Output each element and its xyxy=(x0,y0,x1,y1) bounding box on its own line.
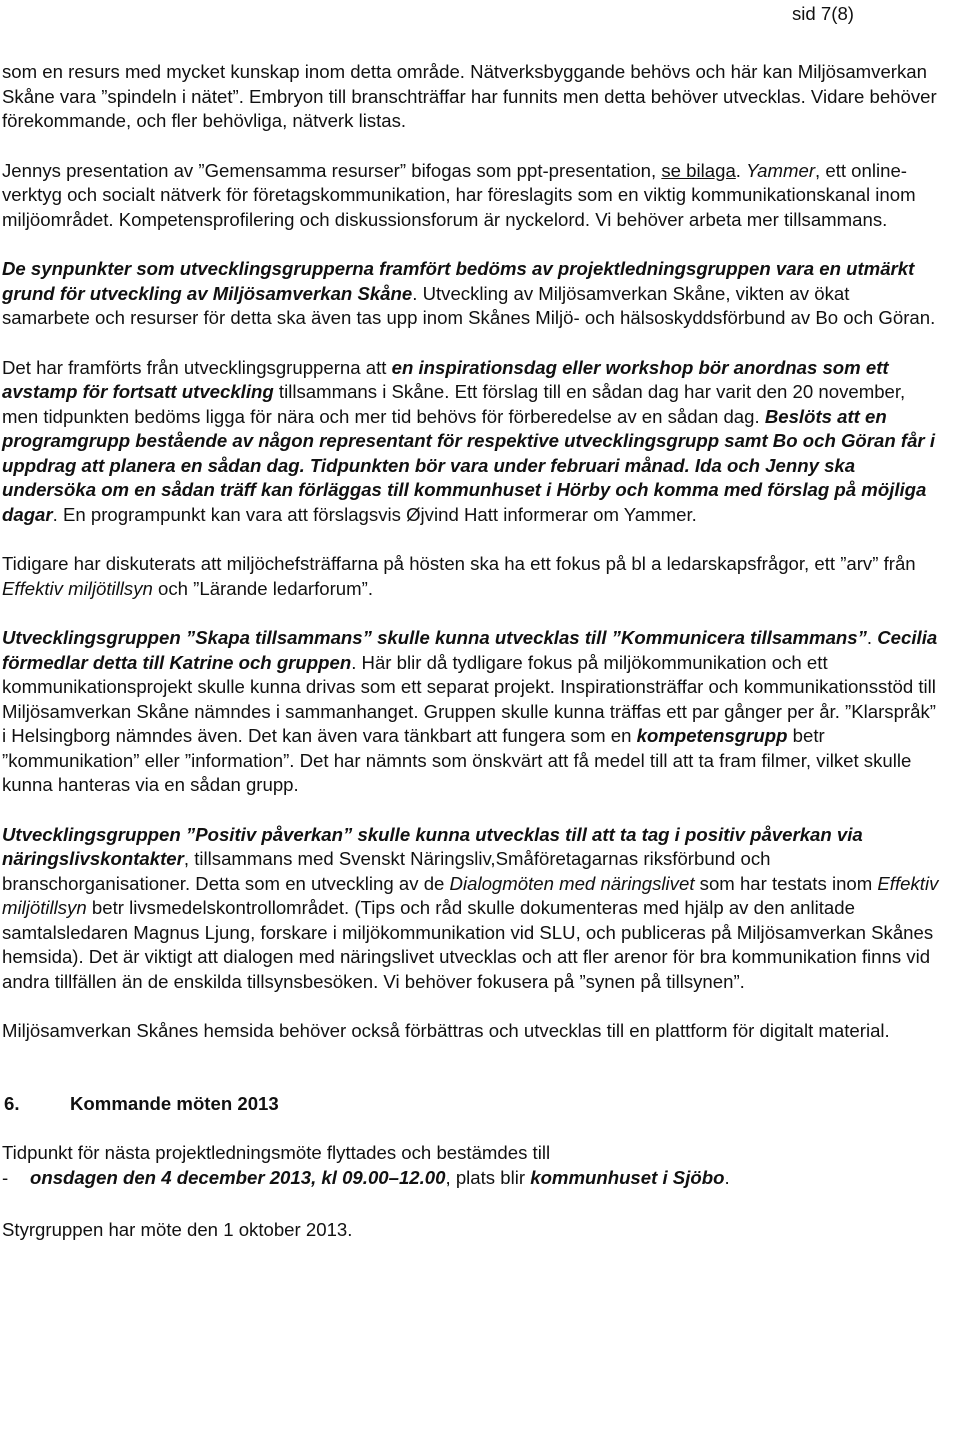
paragraph-yammer xyxy=(2,159,942,233)
yammer-term: Yammer xyxy=(746,159,816,181)
text-span: . xyxy=(735,159,741,181)
emphasis-action: Cecilia förmedlar detta till Katrine och gruppen xyxy=(2,627,938,673)
text-span: . Här blir då tydligare fokus på miljökommunikation och ett kommunikationsprojekt skulle kunna drivas som ett separat projekt. Inspirationsträffar och kommunikationsstöd till Miljösamverkan Skåne nämndes i sammanhanget. Gruppen skulle kunna träffas ett par gånger per år. ”Klarspråk” i Helsingborg nämndes även. Det kan även vara tänkbart att fungera som en xyxy=(2,651,936,746)
emphasis-group: Utvecklingsgruppen ”Positiv påverkan” skulle kunna utvecklas till att ta tag i positiv påverkan via näringslivskontakter xyxy=(2,823,863,869)
emphasis-decision: . Tidpunkten bör vara under februari månad. Ida och Jenny ska undersöka om en sådan träff kan förläggas till kommunhuset i Hörby och komma med förslag på xyxy=(2,454,862,500)
text-span: Miljösamverkan Skånes hemsida behöver också förbättras och utvecklas till en plattform för digitalt material. xyxy=(2,1020,890,1041)
emphasis-place: kommunhuset i Sjöbo xyxy=(530,1166,725,1188)
emphasis-date: onsdagen den 4 december 2013, kl 09.00–12.00 xyxy=(30,1166,446,1188)
text-span: betr ”kommunikation” eller ”information”. Det har nämnts som önskvärt att få medel till att ta fram filmer, vilket skulle kunna hanteras via en sådan grupp. xyxy=(2,725,912,795)
text-span: , plats blir xyxy=(445,1166,531,1188)
section-title: Kommande möten 2013 xyxy=(70,1092,279,1114)
list-item-meeting xyxy=(2,1166,942,1191)
paragraph-positiv-paverkan xyxy=(2,823,942,995)
paragraph-inspirationsdag xyxy=(2,356,942,528)
attachment-link[interactable]: se bilaga xyxy=(661,159,736,181)
paragraph-styrgrupp xyxy=(2,1218,942,1243)
document-body xyxy=(2,60,942,1243)
section-number: 6. xyxy=(4,1092,20,1114)
text-span: . xyxy=(866,627,878,648)
text-span: Det har framförts från utvecklingsgrupperna att xyxy=(2,356,392,378)
text-span: Jennys presentation av ”Gemensamma resurser” bifogas som ppt-presentation, xyxy=(2,159,662,181)
page-number: sid 7(8) xyxy=(791,3,854,24)
text-span: och ”Lärande ledarforum”. xyxy=(152,577,373,599)
section-heading xyxy=(2,1092,942,1117)
text-span: . Utveckling av Miljösamverkan Skåne, vikten av ökat samarbete och resurser för detta ska även tas upp inom Skånes Miljö- och hälsoskyddsförbund av Bo och Göran. xyxy=(2,282,936,328)
emphasis-term: kompetensgrupp xyxy=(636,725,788,746)
paragraph-synpunkter xyxy=(2,257,942,331)
list-item-text xyxy=(30,1166,730,1191)
text-span: . xyxy=(724,1166,730,1188)
text-span: . En programpunkt kan vara att förslagsvis Øjvind Hatt informerar om Yammer. xyxy=(52,503,697,525)
text-span: som har testats inom xyxy=(694,872,878,894)
emphasis-workshop: en inspirationsdag eller workshop bör anordnas som ett avstamp för fortsatt utveckling xyxy=(2,356,889,402)
text-span: , tillsammans med Svenskt Näringsliv,Småföretagarnas riksförbund och branschorganisationer. Detta som en utveckling av de xyxy=(2,848,771,894)
text-span: tillsammans i Skåne. Ett förslag till en sådan dag har varit den 20 november, men tidpunkten bedöms ligga för nära och mer tid behövs för förberedelse av en sådan dag. xyxy=(2,381,906,427)
text-span: Tidpunkt för nästa projektledningsmöte flyttades och bestämdes till xyxy=(2,1142,551,1163)
paragraph-ledarskap xyxy=(2,552,942,601)
text-span: , ett online-verktyg och socialt nätverk för företagskommunikation, har föreslagits som en viktig kommunikationskanal inom miljöområdet. Kompetensprofilering och diskussionsforum är nyckelord. Vi behöver arbeta mer tillsammans. xyxy=(2,159,916,230)
emphasis-group: Utvecklingsgruppen ”Skapa tillsammans” skulle kunna utvecklas till ”Kommunicera tillsammans” xyxy=(2,627,867,648)
list-dash: - xyxy=(2,1166,9,1188)
emphasis-decision: De synpunkter som utvecklingsgrupperna framfört bedöms av projektledningsgruppen vara en utmärkt grund för utveckling av Miljösamverkan Skåne xyxy=(2,258,915,304)
emphasis-decision: möjliga dagar xyxy=(2,479,927,525)
emphasis-term: Dialogmöten med näringslivet xyxy=(449,872,695,894)
paragraph-hemsida xyxy=(2,1019,942,1044)
paragraph-next-meeting xyxy=(2,1141,942,1166)
emphasis-term: Effektiv miljötillsyn xyxy=(2,577,153,599)
emphasis-term: Effektiv miljötillsyn xyxy=(2,872,939,918)
emphasis-decision: Beslöts att en programgrupp bestående av någon representant för respektive utvecklingsgrupp samt Bo och Göran får i uppdrag att planera en sådan dag xyxy=(2,405,935,476)
text-span: som en resurs med mycket kunskap inom detta område. Nätverksbyggande behövs och här kan Miljösamverkan Skåne vara ”spindeln i nätet”. Embryon till branschträffar har funnits men detta behöver utvecklas. Vidare behöver förekommande, och fler behövliga, nätverk listas. xyxy=(2,61,937,131)
text-span: betr livsmedelskontrollområdet. (Tips och råd skulle dokumenteras med hjälp av den anlitade samtalsledaren Magnus Ljung, forskare i miljökommunikation vid SLU, och publiceras på Miljösamverkan Skånes hemsida). Det är viktigt att dialogen med näringslivet utvecklas och att fler arenor för bra kommunikation finns vid andra tillfällen än de enskilda tillsynsbesöken. Vi behöver fokusera på ”synen på tillsynen”. xyxy=(2,897,934,992)
paragraph-network xyxy=(2,60,942,134)
text-span: Tidigare har diskuterats att miljöchefsträffarna på hösten ska ha ett fokus på bl a ledarskapsfrågor, ett ”arv” från xyxy=(2,553,916,574)
paragraph-kommunicera xyxy=(2,626,942,798)
text-span: Styrgruppen har möte den 1 oktober 2013. xyxy=(2,1219,353,1240)
